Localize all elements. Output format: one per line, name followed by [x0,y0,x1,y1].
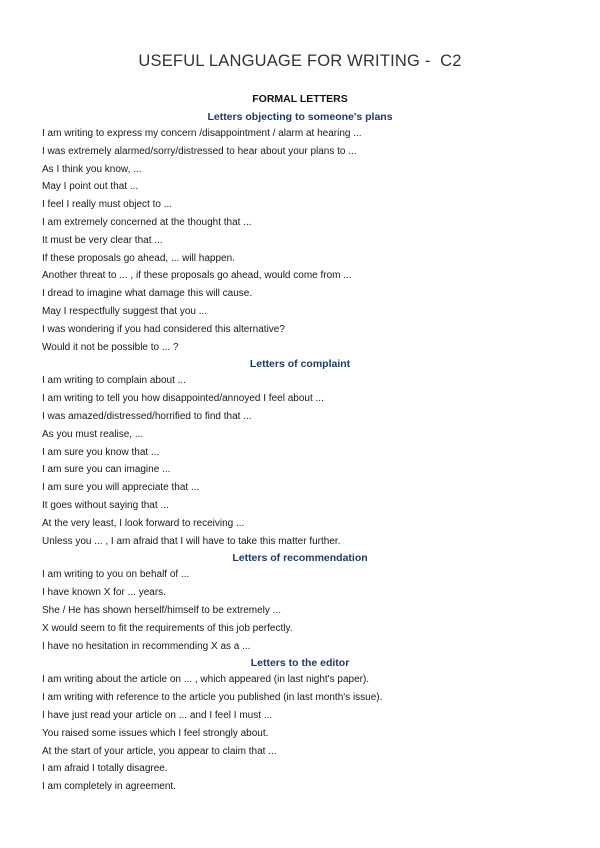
phrase-item: I am afraid I totally disagree. [42,763,168,775]
phrase-item: I am writing to complain about ... [42,375,186,387]
phrase-item: I am sure you know that ... [42,446,160,458]
phrase-item: You raised some issues which I feel strongly about. [42,727,269,739]
phrase-item: Another threat to ... , if these proposals go ahead, would come from ... [42,270,352,282]
phrase-item: I am writing with reference to the article you published (in last month's issue). [42,692,383,704]
phrase-item: It goes without saying that ... [42,499,169,511]
phrase-item: I was amazed/distressed/horrified to find that ... [42,410,252,422]
phrase-item: I feel I really must object to ... [42,199,173,211]
page-title: USEFUL LANGUAGE FOR WRITING - C2 [138,52,462,70]
phrase-item: It must be very clear that ... [42,234,163,246]
phrase-item: I dread to imagine what damage this will cause. [42,288,253,300]
phrase-list [42,109,562,796]
section-heading: Letters to the editor [250,657,350,670]
phrase-item: I have no hesitation in recommending X as a ... [42,640,251,652]
phrase-item: I am extremely concerned at the thought that ... [42,216,252,228]
phrase-item: I am writing to tell you how disappointed/annoyed I feel about ... [42,393,324,405]
phrase-item: At the start of your article, you appear to claim that ... [42,745,277,757]
phrase-item: Would it not be possible to ... ? [42,341,179,353]
phrase-item: I was wondering if you had considered this alternative? [42,323,285,335]
phrase-item: I have just read your article on ... and I feel I must ... [42,709,273,721]
phrase-item: She / He has shown herself/himself to be extremely ... [42,604,281,616]
phrase-item: If these proposals go ahead, ... will happen. [42,252,235,264]
phrase-item: As I think you know, ... [42,163,142,175]
section-heading: Letters objecting to someone's plans [207,111,393,123]
phrase-item: May I respectfully suggest that you ... [42,305,208,317]
phrase-item: At the very least, I look forward to receiving ... [42,517,245,529]
section-heading: Letters of complaint [249,358,351,371]
phrase-item: I was extremely alarmed/sorry/distressed to hear about your plans to ... [42,145,357,157]
phrase-item: I am writing to express my concern /disappointment / alarm at hearing ... [42,128,362,139]
phrase-item: I am completely in agreement. [42,781,176,793]
phrase-item: I have known X for ... years. [42,587,166,599]
phrase-item: As you must realise, ... [42,428,144,440]
phrase-item: May I point out that ... [42,181,139,193]
phrase-item: I am sure you can imagine ... [42,464,171,476]
formal-letters-heading: FORMAL LETTERS [252,93,348,105]
phrase-item: I am writing to you on behalf of ... [42,569,190,581]
phrase-item: I am writing about the article on ... , which appeared (in last night's paper). [42,674,370,686]
section-heading: Letters of recommendation [232,552,368,565]
phrase-item: I am sure you will appreciate that ... [42,482,200,494]
phrase-item: X would seem to fit the requirements of this job perfectly. [42,622,293,634]
phrase-item: Unless you ... , I am afraid that I will have to take this matter further. [42,535,341,547]
